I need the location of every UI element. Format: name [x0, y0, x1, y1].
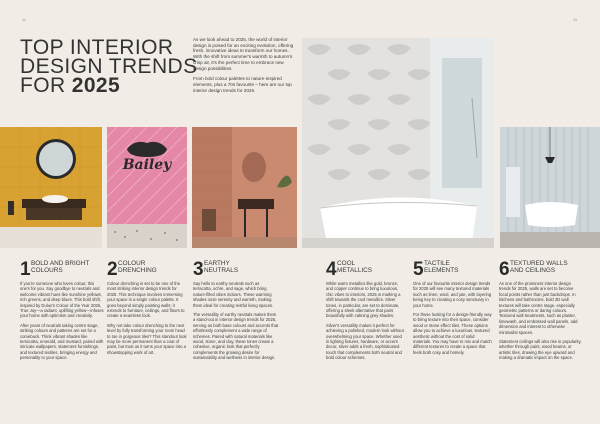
- title-year: 2025: [71, 74, 121, 97]
- section-number: 2: [107, 259, 118, 280]
- section-heading: [337, 261, 372, 274]
- title-line-2: DESIGN TRENDS: [20, 55, 198, 78]
- section-heading-line: COLOUR: [118, 260, 146, 267]
- section-heading: [31, 261, 89, 274]
- brand-logo-text: Bailey: [122, 157, 172, 173]
- title-for: FOR: [20, 74, 72, 97]
- section-number: 1: [20, 259, 31, 280]
- page-title: [20, 38, 198, 95]
- section-number: 4: [326, 259, 337, 280]
- section-heading-line: METALLICS: [337, 266, 373, 274]
- section-heading-line: EARTHY: [204, 260, 230, 267]
- section-heading-line: BOLD AND BRIGHT: [31, 260, 90, 267]
- terracotta-bathroom-illustration: [192, 127, 297, 248]
- section-paragraph: As one of the prominent interior design trends for 2025, walls are set to become focal points rather than just backdrops. In kitchens and bathrooms, bold 3D wall textures will take centre stage, especially geometric patterns or daring colours. Textured wall treatments, such as plaster, limewash, and embossed wall panels, add dimension and interest to otherwise minimalist spaces.: [499, 281, 578, 335]
- section-heading-line: TEXTURED WALLS: [510, 260, 568, 267]
- section-paragraph: One of our favourite interior design trends for 2025 will see many textured materials such as linen, wool, and jute, with layering being key to creating a cosy sanctuary in your home.: [413, 281, 492, 308]
- section-paragraph: The versatility of earthy neutrals makes them a stand-out in interior design trends for 2025, serving as both base colours and accents that effortlessly complement a wide range of schemes. Paired with natural materials like wood, stone, and clay, these tones create a cohesive, organic look that perfectly complements the growing desire for sustainability and wellness in interior design.: [193, 312, 279, 361]
- photo-3d-wall-bath: [302, 38, 494, 248]
- section-heading: [118, 261, 157, 274]
- section-heading-line: AND CEILINGS: [510, 266, 556, 274]
- section-paragraph: For those looking for a design-friendly way to bring texture into their space, consider wood or stone effect tiles. These options allow you to achieve a luxurious, textured aesthetic without the cost of solid materials. You may have to mix and match different textures to create a space that feels both cosy and homely.: [413, 312, 492, 355]
- section-heading-line: COLOURS: [31, 266, 63, 274]
- intro-paragraph: As we look ahead to 2025, the world of interior design is poised for an exciting evolution, offering fresh, innovative ideas to transform our homes. With the shift from summer's warmth to autumn's crisp air, it's the perfect time to embrace new design possibilities.: [193, 37, 294, 71]
- section-body: [326, 281, 406, 365]
- section-heading: [510, 261, 568, 274]
- section-number: 3: [193, 259, 204, 280]
- paneled-bathroom-illustration: [500, 127, 600, 248]
- page-number-right: 43: [573, 18, 577, 22]
- photo-paneled-bathroom: [500, 127, 600, 248]
- section-paragraph: Say hello to earthy neutrals such as terracotta, ochre, and sage, which bring nature-filled vibes indoors. These warming shades ooze serenity and warmth, making them ideal for creating restful living spaces.: [193, 281, 274, 308]
- section-body: [20, 281, 104, 365]
- section-paragraph: If you're someone who loves colour, this one's for you. Say goodbye to neutrals and welcome vibrant hues like sunshine yellows, rich greens, and deep blues. This bold shift, inspired by Dulux's Colour of the Year 2025, True Joy—a radiant, uplifting yellow—infuses your home with optimism and creativity.: [20, 281, 104, 319]
- section-paragraph: Statement ceilings will also rise in popularity, whether through paint, wood beams, or artistic tiles, drawing the eye upward and making a dramatic impact on the space.: [499, 339, 582, 361]
- section-heading-line: ELEMENTS: [424, 266, 459, 274]
- section-heading-line: TACTILE: [424, 260, 450, 267]
- photo-yellow-bathroom: [0, 127, 102, 248]
- section-heading-line: DRENCHING: [118, 266, 157, 274]
- section-heading-line: COOL: [337, 260, 356, 267]
- photo-terracotta-bathroom: [192, 127, 297, 248]
- page-number-left: 42: [22, 18, 26, 22]
- section-number: 6: [499, 259, 510, 280]
- section-paragraph: After years of neutrals taking centre stage, striking colours and patterns are set for a comeback. Think vibrant shades like terracotta, emerald, and mustard, paired with intricate wallpapers, statement furnishings, and textured textiles, bringing energy and personality to your space.: [20, 322, 104, 361]
- section-paragraph: Why not take colour drenching to the next level by fully transforming your room head to toe in gorgeous tiles? This standout look may be more permanent than a coat of paint, but trust us it turns your space into a showstopping work of art.: [107, 322, 187, 355]
- section-heading: [424, 261, 458, 274]
- section-body: [413, 281, 493, 359]
- section-paragraph: Colour drenching is set to be one of the most striking interior design trends for 2025. This technique involves immersing your space in a single colour palette. It goes beyond simply painting walls; it extends to furniture, ceilings, and floors to create a seamless look.: [107, 281, 185, 319]
- photo-pink-tiles: [107, 127, 187, 248]
- title-line-1: TOP INTERIOR: [20, 36, 174, 59]
- section-paragraph: Silver's versatility makes it perfect for achieving a polished, modern look without overwhelming your space. Whether used in lighting fixtures, hardware, or accent decor, silver adds a fresh, sophisticated touch that complements both neutral and bold colour schemes.: [326, 322, 404, 361]
- title-line-3: [20, 74, 120, 97]
- section-body: [499, 281, 583, 365]
- intro-paragraph: From bold colour palettes to nature-inspired elements, plus a 70s favourite – here are our top interior design trends for 2025.: [193, 76, 292, 93]
- section-number: 5: [413, 259, 424, 280]
- yellow-bathroom-illustration: [0, 127, 102, 248]
- section-heading-line: NEUTRALS: [204, 266, 239, 274]
- section-paragraph: While warm metallics like gold, bronze, and copper continue to bring luxurious, chic vibes to interiors, 2025 is marking a shift towards the cool metallics. Silver tones, in particular, are set to dominate, offering a sleek alternative that pairs beautifully with calming grey shades.: [326, 281, 401, 319]
- pink-tiles-illustration: [107, 127, 187, 248]
- section-body: [107, 281, 187, 359]
- 3d-wall-illustration: [302, 38, 494, 248]
- section-body: [193, 281, 279, 365]
- section-heading: [204, 261, 238, 274]
- intro-text: [193, 37, 296, 98]
